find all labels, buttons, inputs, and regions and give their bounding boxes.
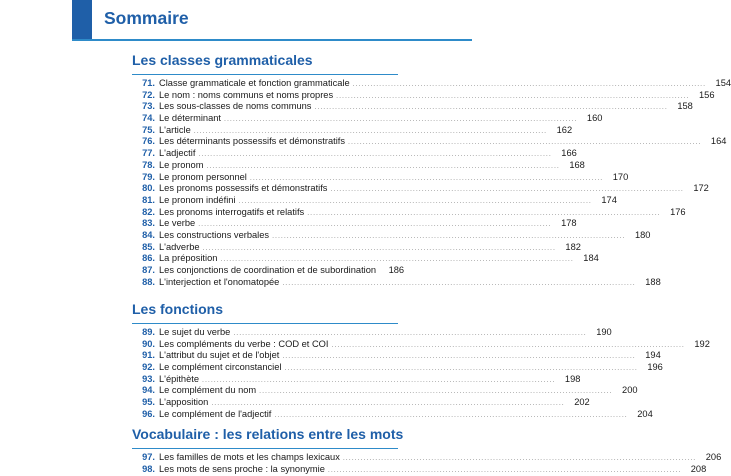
- entry-label: Le complément circonstanciel: [159, 362, 282, 373]
- dot-leader: ........................................................................................................................: [352, 81, 707, 88]
- page-title: Sommaire: [104, 8, 189, 28]
- toc-entry[interactable]: [132, 373, 581, 386]
- entry-label: L'attribut du sujet et de l'objet: [159, 350, 280, 361]
- entry-page-number: 196: [647, 362, 663, 373]
- toc-entry[interactable]: [132, 183, 709, 195]
- section-rule: [132, 323, 398, 324]
- entry-label: Le verbe: [159, 218, 196, 229]
- entry-label: La préposition: [159, 253, 218, 264]
- entry-label: Les mots de sens proche : la synonymie: [159, 463, 325, 474]
- entry-number: 82.: [142, 206, 155, 217]
- toc-entry[interactable]: [132, 452, 722, 464]
- toc-entry[interactable]: [132, 276, 661, 289]
- entry-page-number: 172: [693, 183, 709, 194]
- toc-entry[interactable]: [132, 327, 612, 339]
- entry-label: Les pronoms possessifs et démonstratifs: [159, 183, 328, 194]
- entry-list: [132, 327, 710, 421]
- dot-leader: ........................................................................................................................: [272, 232, 626, 240]
- entry-page-number: 160: [586, 113, 603, 124]
- entry-page-number: 168: [569, 159, 585, 170]
- dot-leader: ........................................................................................................................: [198, 221, 552, 229]
- entry-page-number: 200: [622, 385, 638, 396]
- entry-number: 87.: [142, 265, 155, 275]
- section-title: Les fonctions: [132, 301, 224, 317]
- entry-label: Les constructions verbales: [159, 229, 270, 240]
- entry-label: Les familles de mots et les champs lexicaux: [159, 452, 340, 462]
- dot-leader: ........................................................................................................................: [327, 466, 682, 474]
- section-vocabulaire: [132, 424, 722, 475]
- entry-page-number: 208: [690, 463, 707, 474]
- toc-entry[interactable]: [132, 229, 651, 242]
- entry-label: Le sujet du verbe: [159, 327, 231, 337]
- entry-label: Les déterminants possessifs et démonstratifs: [159, 136, 346, 147]
- entry-page-number: 186: [388, 265, 405, 275]
- dot-leader: ........................................................................................................................: [259, 388, 613, 396]
- entry-number: 71.: [142, 78, 155, 88]
- entry-page-number: 194: [645, 350, 661, 361]
- toc-entry[interactable]: [132, 265, 405, 277]
- entry-page-number: 176: [670, 206, 686, 217]
- entry-page-number: 166: [561, 148, 577, 159]
- toc-entry[interactable]: [132, 159, 585, 172]
- entry-label: L'adverbe: [159, 241, 200, 252]
- entry-number: 75.: [142, 124, 155, 135]
- dot-leader: ........................................................................................................................: [202, 244, 556, 252]
- entry-number: 94.: [142, 385, 155, 396]
- toc-entry[interactable]: [132, 89, 715, 102]
- header-accent-block: [72, 0, 92, 40]
- toc-entry[interactable]: [132, 101, 693, 113]
- entry-page-number: 154: [715, 78, 731, 88]
- section-rule: [132, 448, 398, 449]
- entry-number: 88.: [142, 276, 155, 287]
- toc-entry[interactable]: [132, 78, 731, 90]
- entry-number: 77.: [142, 148, 155, 159]
- dot-leader: ........................................................................................................................: [336, 92, 690, 100]
- toc-entry[interactable]: [132, 194, 617, 207]
- toc-entry[interactable]: [132, 253, 599, 265]
- toc-entry[interactable]: [132, 385, 638, 397]
- dot-leader: ........................................................................................................................: [331, 341, 685, 349]
- toc-entry[interactable]: [132, 408, 653, 421]
- entry-page-number: 184: [583, 253, 599, 264]
- toc-entry[interactable]: [132, 362, 663, 374]
- entry-number: 86.: [142, 253, 155, 264]
- entry-page-number: 202: [574, 397, 590, 408]
- entry-number: 72.: [142, 89, 155, 100]
- entry-page-number: 162: [556, 124, 573, 135]
- toc-entry[interactable]: [132, 463, 707, 476]
- entry-number: 85.: [142, 241, 155, 252]
- toc-entry[interactable]: [132, 218, 577, 230]
- dot-leader: ........................................................................................................................: [193, 127, 548, 135]
- entry-label: Le complément du nom: [159, 385, 257, 396]
- section-title: Les classes grammaticales: [132, 52, 313, 68]
- toc-entry[interactable]: [132, 397, 590, 409]
- entry-number: 95.: [142, 397, 155, 408]
- entry-list: [132, 78, 731, 288]
- entry-label: Les pronoms interrogatifs et relatifs: [159, 206, 305, 217]
- entry-number: 73.: [142, 101, 155, 112]
- section-rule: [132, 74, 398, 75]
- entry-number: 79.: [142, 171, 155, 182]
- entry-label: Le pronom indéfini: [159, 194, 236, 205]
- dot-leader: ........................................................................................................................: [307, 209, 661, 217]
- dot-leader: ........................................................................................................................: [238, 197, 592, 205]
- entry-page-number: 164: [710, 136, 727, 147]
- entry-number: 92.: [142, 362, 155, 373]
- dot-leader: ........................................................................................................................: [342, 455, 697, 462]
- toc-entry[interactable]: [132, 148, 577, 160]
- dot-leader: ........................................................................................................................: [233, 330, 587, 337]
- entry-number: 80.: [142, 183, 155, 194]
- entry-label: Le déterminant: [159, 113, 222, 124]
- entry-number: 89.: [142, 327, 155, 337]
- entry-number: 83.: [142, 218, 155, 229]
- dot-leader: ........................................................................................................................: [282, 353, 636, 361]
- entry-number: 93.: [142, 373, 155, 384]
- entry-page-number: 180: [634, 229, 651, 240]
- entry-number: 76.: [142, 136, 155, 147]
- entry-list: [132, 452, 722, 475]
- entry-number: 74.: [142, 113, 155, 124]
- entry-number: 78.: [142, 159, 155, 170]
- section-title: Vocabulaire : les relations entre les mots: [132, 426, 404, 442]
- dot-leader: ........................................................................................................................: [348, 139, 702, 147]
- dot-leader: ........................................................................................................................: [220, 256, 574, 264]
- entry-page-number: 204: [637, 408, 653, 419]
- toc-entry[interactable]: [132, 350, 661, 362]
- entry-label: Les conjonctions de coordination et de subordination: [159, 265, 377, 275]
- dot-leader: ........................................................................................................................: [282, 279, 636, 287]
- entry-page-number: 206: [705, 452, 722, 462]
- entry-page-number: 192: [694, 338, 710, 349]
- entry-page-number: 174: [601, 194, 617, 205]
- entry-number: 90.: [142, 338, 155, 349]
- toc-entry[interactable]: [132, 241, 581, 254]
- entry-page-number: 158: [677, 101, 693, 112]
- entry-label: L'article: [159, 124, 191, 135]
- toc-entry[interactable]: [132, 338, 710, 351]
- entry-number: 96.: [142, 408, 155, 419]
- toc-entry[interactable]: [132, 136, 727, 148]
- section-classes-grammaticales: [132, 50, 731, 288]
- entry-label: Le pronom personnel: [159, 171, 247, 182]
- toc-entry[interactable]: [132, 206, 686, 219]
- entry-page-number: 170: [612, 171, 629, 182]
- header-rule: [72, 39, 472, 41]
- dot-leader: ........................................................................................................................: [330, 186, 684, 194]
- toc-entry[interactable]: [132, 124, 573, 137]
- toc-entry[interactable]: [132, 113, 603, 125]
- entry-page-number: 190: [596, 327, 612, 337]
- entry-label: L'apposition: [159, 397, 209, 408]
- entry-label: Classe grammaticale et fonction grammaticale: [159, 78, 350, 88]
- dot-leader: ........................................................................................................................: [249, 174, 604, 182]
- entry-label: L'épithète: [159, 373, 200, 384]
- entry-label: Le pronom: [159, 159, 204, 170]
- entry-label: Les sous-classes de noms communs: [159, 101, 312, 112]
- dot-leader: ........................................................................................................................: [206, 162, 560, 170]
- dot-leader: ........................................................................................................................: [314, 104, 668, 112]
- entry-label: Le complément de l'adjectif: [159, 408, 272, 419]
- entry-number: 97.: [142, 452, 155, 462]
- entry-label: L'adjectif: [159, 148, 196, 159]
- toc-entry[interactable]: [132, 171, 629, 184]
- entry-number: 81.: [142, 194, 155, 205]
- entry-number: 84.: [142, 229, 155, 240]
- dot-leader: ........................................................................................................................: [202, 376, 556, 384]
- dot-leader: ........................................................................................................................: [211, 400, 565, 408]
- entry-page-number: 178: [561, 218, 577, 229]
- entry-page-number: 182: [565, 241, 581, 252]
- entry-label: Le nom : noms communs et noms propres: [159, 89, 334, 100]
- entry-number: 91.: [142, 350, 155, 361]
- dot-leader: ........................................................................................................................: [284, 365, 638, 373]
- entry-number: 98.: [142, 463, 155, 474]
- dot-leader: ........................................................................................................................: [224, 116, 578, 124]
- dot-leader: ........................................................................................................................: [274, 411, 628, 419]
- entry-page-number: 198: [564, 373, 581, 384]
- entry-label: L'interjection et l'onomatopée: [159, 276, 280, 287]
- dot-leader: ........................................................................................................................: [198, 151, 552, 159]
- entry-page-number: 188: [645, 276, 661, 287]
- section-fonctions: [132, 299, 710, 421]
- entry-page-number: 156: [699, 89, 715, 100]
- entry-label: Les compléments du verbe : COD et COI: [159, 338, 329, 349]
